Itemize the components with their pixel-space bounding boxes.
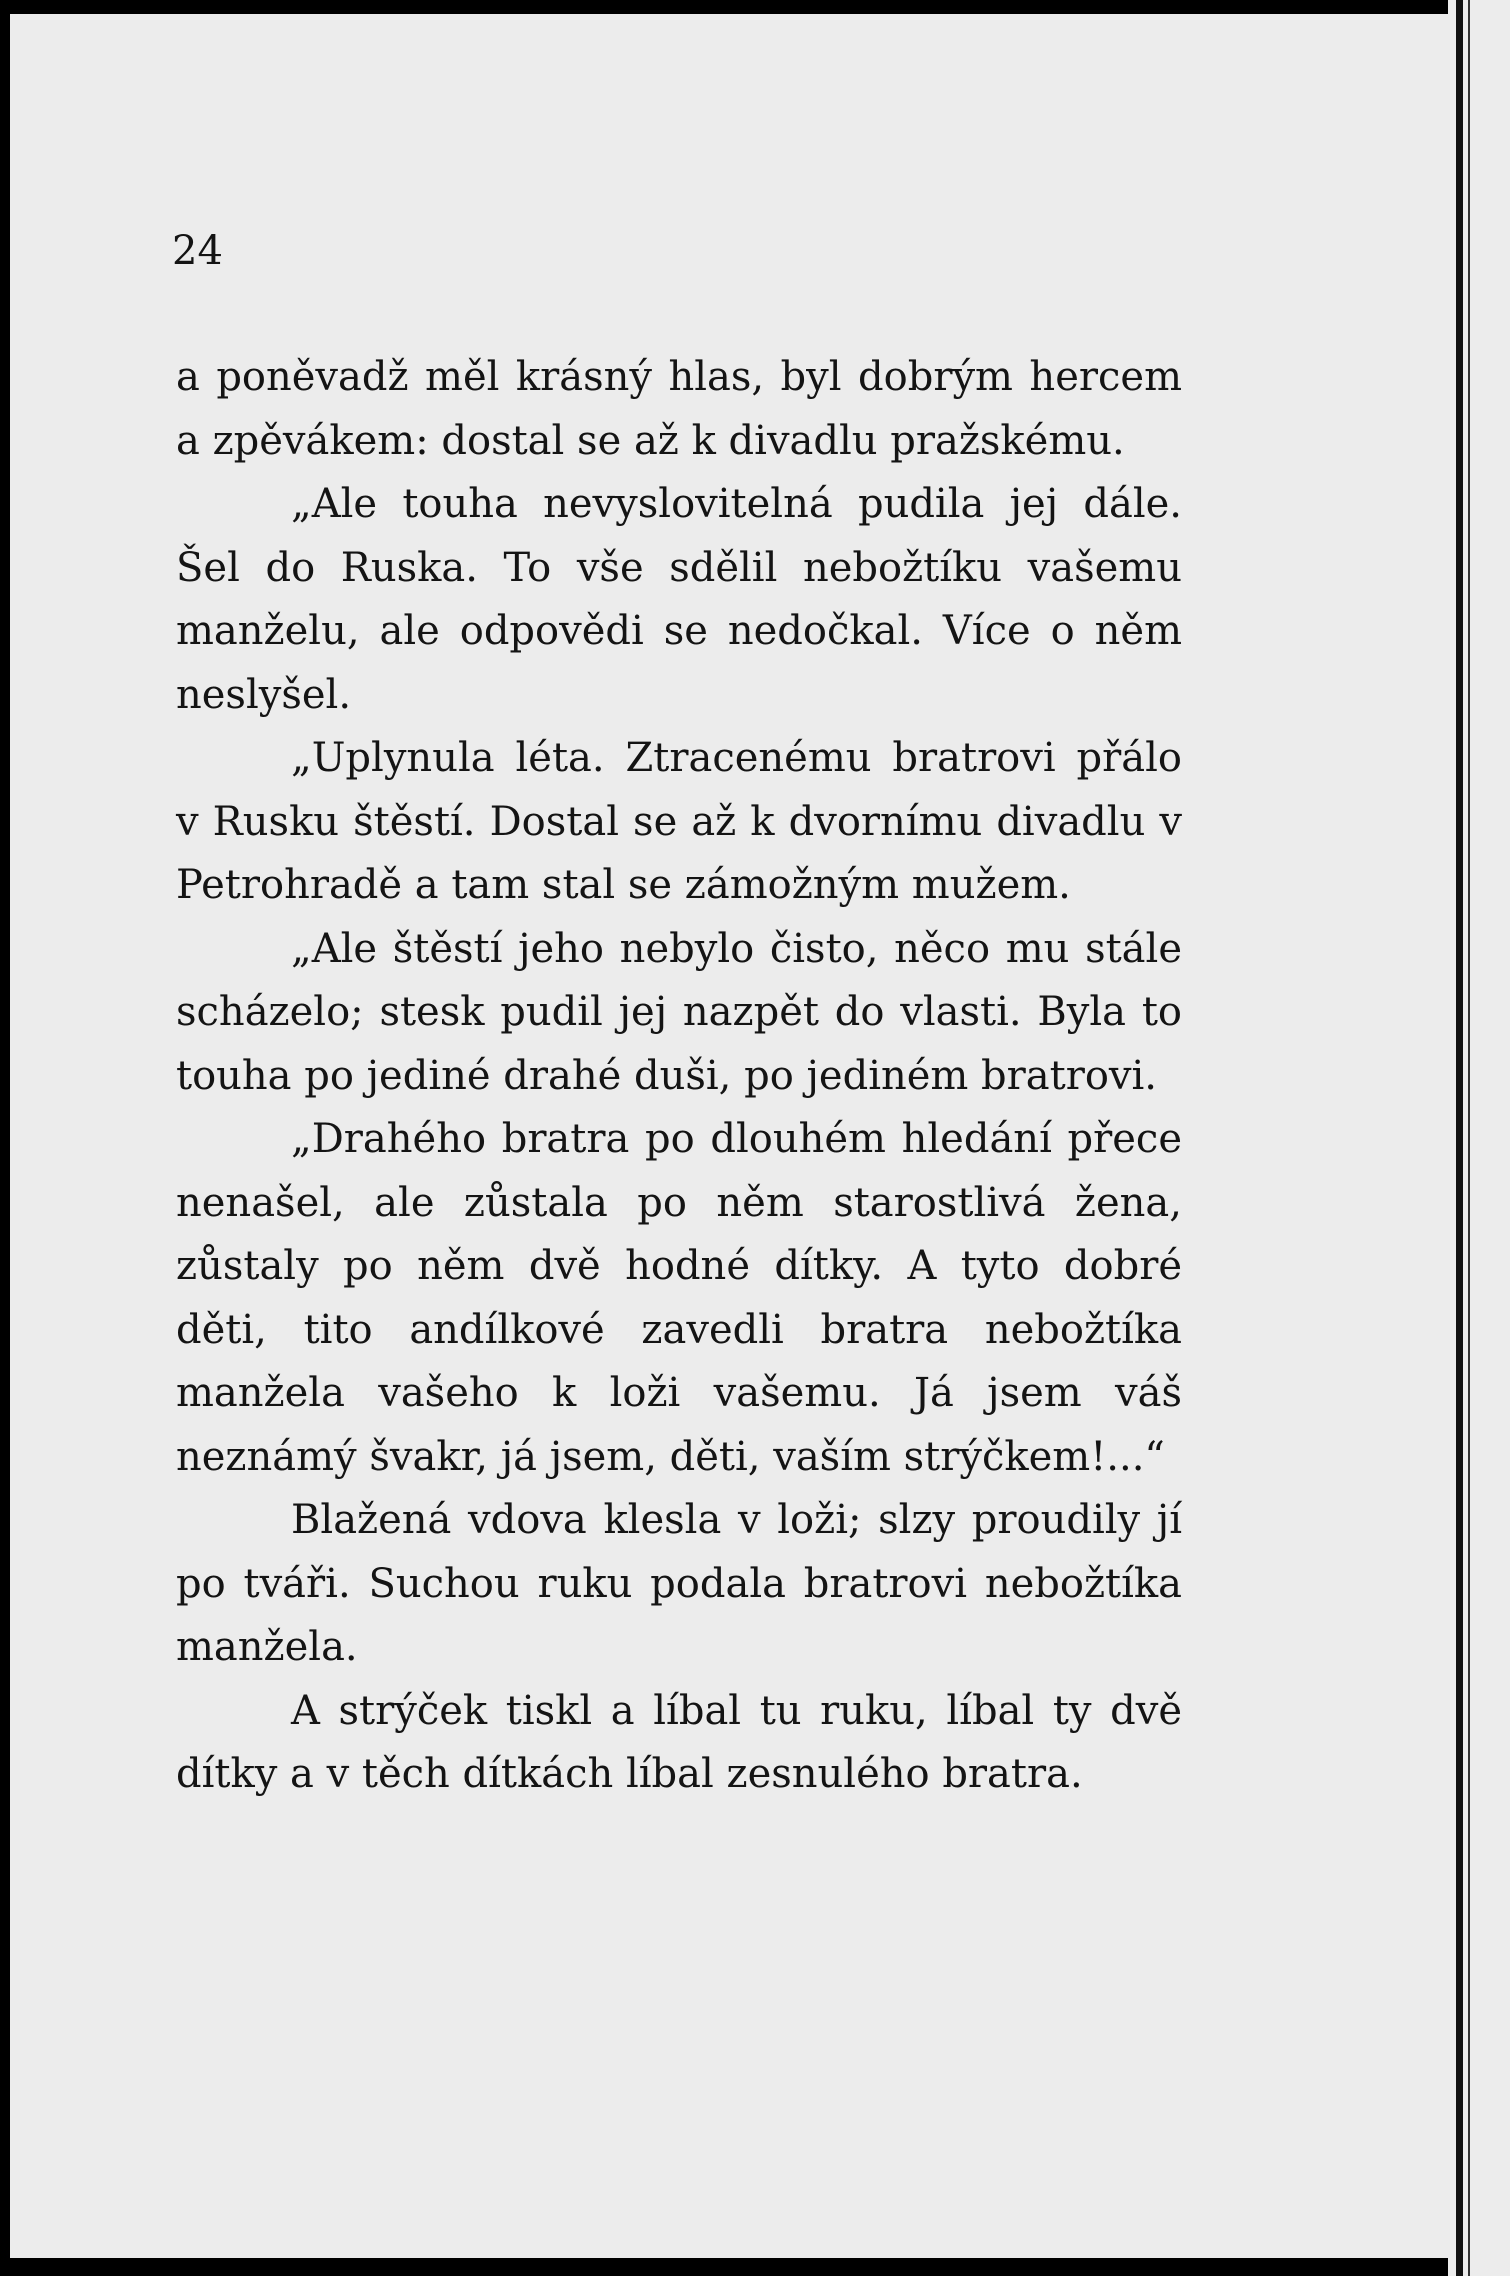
body-text [176, 346, 1182, 1807]
paragraph: „Ale štěstí jeho nebylo čisto, něco mu stále scházelo; stesk pudil jej nazpět do vlasti. Byla to touha po jediné drahé duši, po jediném bratrovi. [176, 925, 1182, 1099]
paragraph: „Uplynula léta. Ztracenému bratrovi přálo v Rusku štěstí. Dostal se až k dvornímu divadlu v Petrohradě a tam stal se zámožným mužem. [176, 735, 1182, 908]
paragraph: „Ale touha nevyslovitelná pudila jej dále. Šel do Ruska. To vše sdělil nebožtíku vašemu manželu, ale odpovědi se nedočkal. Více o něm neslyšel. [176, 481, 1182, 718]
binding-edge-line [1456, 0, 1463, 2276]
paragraph: Blažená vdova klesla v loži; slzy proudily jí po tváři. Suchou ruku podala bratrovi nebožtíka manžela. [176, 1497, 1182, 1670]
paragraph: a poněvadž měl krásný hlas, byl dobrým hercem a zpěvákem: dostal se až k divadlu pražskému. [176, 354, 1182, 464]
paragraph: „Drahého bratra po dlouhém hledání přece nenašel, ale zůstala po něm starostlivá žena, zůstaly po něm dvě hodné dítky. A tyto dobré děti, tito andílkové zavedli bratra nebožtíka manžela vašeho k loži vašemu. Já jsem váš neznámý švakr, já jsem, děti, vaším strýčkem!...“ [176, 1116, 1182, 1480]
binding-edge-line-thin [1468, 0, 1470, 2276]
paragraph: A strýček tiskl a líbal tu ruku, líbal ty dvě dítky a v těch dítkách líbal zesnulého bratra. [176, 1687, 1182, 1797]
page-number: 24 [172, 228, 223, 274]
